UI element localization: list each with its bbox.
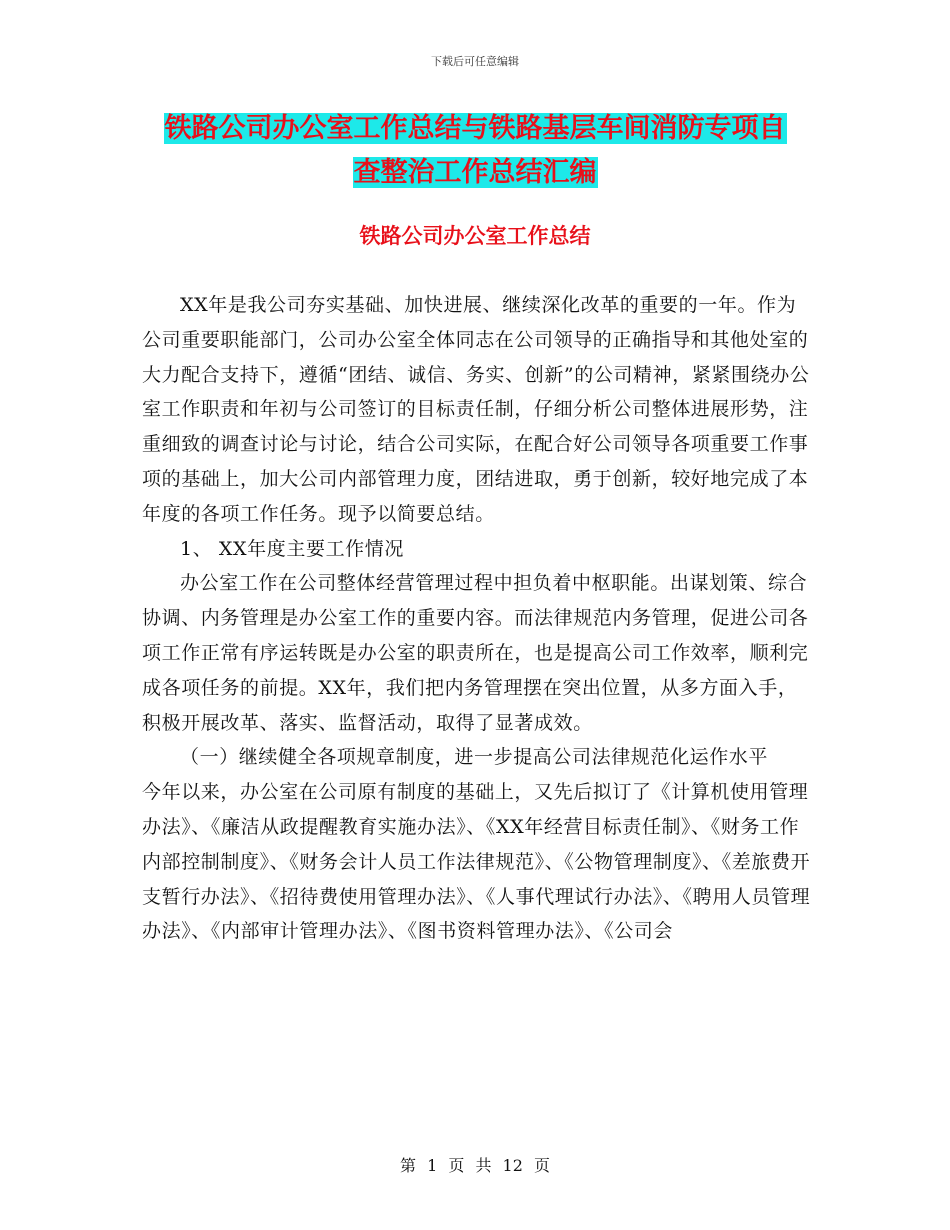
page-footer: 第 1 页 共 12 页 <box>400 1156 550 1175</box>
paragraph-office-work: 办公室工作在公司整体经营管理过程中担负着中枢职能。出谋划策、综合协调、内务管理是办公室工作的重要内容。而法律规范内务管理，促进公司各项工作正常有序运转既是办公室的职责所在，也是提高公司工作效率，顺利完成各项任务的前提。XX年，我们把内务管理摆在突出位置，从多方面入手，积极开展改革、落实、监督活动，取得了显著成效。 <box>142 572 809 734</box>
paragraph-regulations: （一）继续健全各项规章制度，进一步提高公司法律规范化运作水平 今年以来，办公室在公司原有制度的基础上，又先后拟订了《计算机使用管理办法》、《廉洁从政提醒教育实施办法》、《XX年经营目标责任制》、《财务工作内部控制制度》、《财务会计人员工作法律规范》、《公物管理制度》、《差旅费开支暂行办法》、《招待费使用管理办法》、《人事代理试行办法》、《聘用人员管理办法》、《内部审计管理办法》、《图书资料管理办法》、《公司会 <box>142 746 847 943</box>
document-body <box>142 288 847 949</box>
document-title-text-2: 查整治工作总结汇编 <box>353 157 597 188</box>
document-title-line-1 <box>0 112 950 146</box>
document-title-line-2 <box>0 156 950 190</box>
section-title: 铁路公司办公室工作总结 <box>359 224 591 248</box>
paragraph-heading-1: 1、 XX年度主要工作情况 <box>180 537 404 560</box>
page-header-note: 下载后可任意编辑 <box>431 55 519 68</box>
document-title-text-1: 铁路公司办公室工作总结与铁路基层车间消防专项自 <box>164 113 786 144</box>
paragraph-intro: XX年是我公司夯实基础、加快进展、继续深化改革的重要的一年。作为公司重要职能部门，公司办公室全体同志在公司领导的正确指导和其他处室的大力配合支持下，遵循“团结、诚信、务实、创新”的公司精神，紧紧围绕办公室工作职责和年初与公司签订的目标责任制，仔细分析公司整体进展形势，注重细致的调查讨论与讨论，结合公司实际，在配合好公司领导各项重要工作事项的基础上，加大公司内部管理力度，团结进取，勇于创新，较好地完成了本年度的各项工作任务。现予以简要总结。 <box>142 294 810 525</box>
